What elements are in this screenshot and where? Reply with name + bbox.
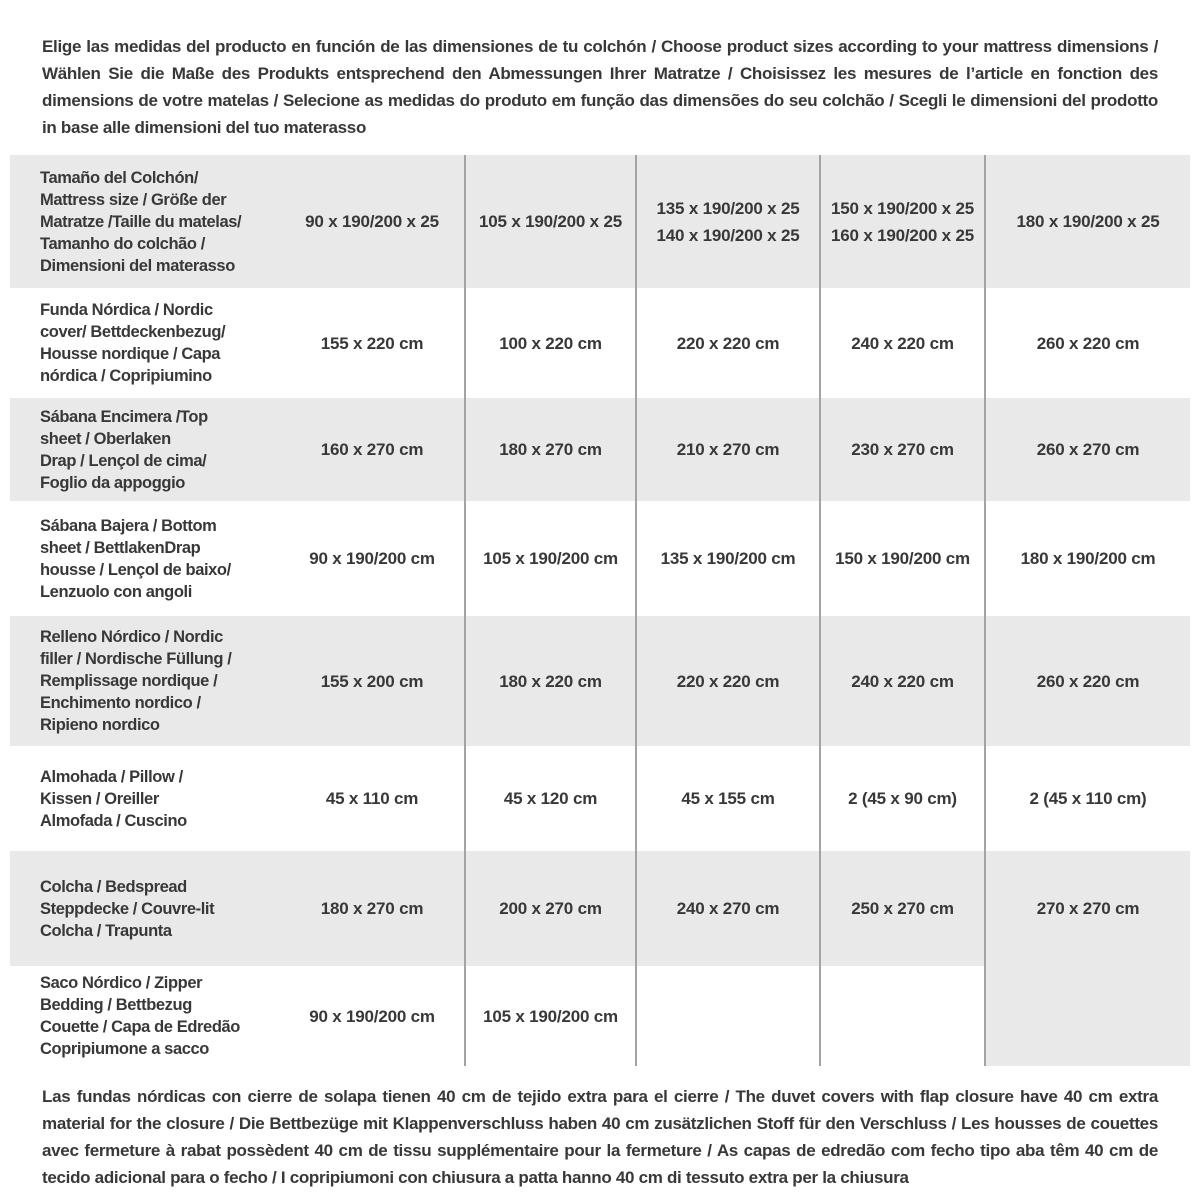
- row-label: Relleno Nórdico / Nordic filler / Nordische Füllung / Remplissage nordique / Enchimento nordico / Ripieno nordico: [40, 628, 232, 734]
- size-value-cell: 45 x 120 cm: [465, 746, 636, 851]
- table-row: [10, 746, 1190, 851]
- row-label: Almohada / Pillow / Kissen / Oreiller Almofada / Cuscino: [40, 767, 187, 830]
- size-value-cell: 180 x 220 cm: [465, 616, 636, 746]
- size-value-cell: 105 x 190/200 cm: [465, 501, 636, 616]
- table-row: [10, 155, 1190, 288]
- size-value-cell: 220 x 220 cm: [636, 616, 820, 746]
- size-value-cell: 260 x 220 cm: [985, 288, 1190, 398]
- intro-text: Elige las medidas del producto en función de las dimensiones de tu colchón / Choose product sizes according to your mattress dimensions / Wählen Sie die Maße des Produkts entsprechend den Abmessungen Ihrer Matratze / Choisissez les mesures de l’article en fonction des dimensions de votre matelas / Selecione as medidas do produto em função das dimensões do seu colchão / Scegli le dimensioni del prodotto in base alle dimensioni del tuo materasso: [42, 37, 1158, 137]
- size-value-cell: 150 x 190/200 x 25 160 x 190/200 x 25: [820, 155, 985, 288]
- table-row: [10, 398, 1190, 501]
- size-value-cell: 180 x 270 cm: [320, 899, 424, 918]
- footnote-text: Las fundas nórdicas con cierre de solapa tienen 40 cm de tejido extra para el cierre / The duvet covers with flap closure have 40 cm extra material for the closure / Die Bettbezüge mit Klappenverschluss haben 40 cm zusätzlichen Stoff für den Verschluss / Les housses de couettes avec fermeture à rabat possèdent 40 cm de tissu supplémentaire pour la fermeture / As capas de edredão com fecho tipo aba têm 40 cm de tecido adicional para o fecho / I copripiumoni con chiusura a patta hanno 40 cm di tessuto extra per la chiusura: [42, 1087, 1158, 1187]
- size-value-cell: 105 x 190/200 cm: [465, 966, 636, 1066]
- size-value-cell: 180 x 190/200 x 25: [985, 155, 1190, 288]
- size-value-cell: 260 x 220 cm: [985, 616, 1190, 746]
- size-value-cell: 230 x 270 cm: [820, 398, 985, 501]
- size-value-cell: 155 x 200 cm: [320, 671, 424, 691]
- size-value-cell: 100 x 220 cm: [465, 288, 636, 398]
- size-value-cell: 135 x 190/200 x 25 140 x 190/200 x 25: [636, 155, 820, 288]
- size-value-cell: 220 x 220 cm: [636, 288, 820, 398]
- size-value-cell: [985, 966, 1190, 1066]
- size-value-cell: 135 x 190/200 cm: [636, 501, 820, 616]
- row-label: Sábana Encimera /Top sheet / Oberlaken Drap / Lençol de cima/ Foglio da appoggio: [40, 407, 208, 492]
- size-value-cell: 180 x 190/200 cm: [985, 501, 1190, 616]
- size-value-cell: 150 x 190/200 cm: [820, 501, 985, 616]
- size-value-cell: 105 x 190/200 x 25: [465, 155, 636, 288]
- size-value-cell: 200 x 270 cm: [465, 851, 636, 966]
- size-value-cell: [636, 966, 820, 1066]
- table-row: [10, 288, 1190, 398]
- row-label: Tamaño del Colchón/ Mattress size / Größe der Matratze /Taille du matelas/ Tamanho do colchão / Dimensioni del materasso: [40, 168, 242, 275]
- size-value-cell: 270 x 270 cm: [985, 851, 1190, 966]
- table-row: [10, 966, 1190, 1066]
- size-value-cell: 180 x 270 cm: [465, 398, 636, 501]
- size-value-cell: 250 x 270 cm: [820, 851, 985, 966]
- size-table: [10, 155, 1190, 1066]
- table-row: [10, 851, 1190, 966]
- row-label: Saco Nórdico / Zipper Bedding / Bettbezug Couette / Capa de Edredão Copripiumone a sacco: [40, 974, 240, 1058]
- size-value-cell: 155 x 220 cm: [320, 333, 424, 353]
- size-value-cell: 240 x 220 cm: [820, 288, 985, 398]
- row-label: Colcha / Bedspread Steppdecke / Couvre-lit Colcha / Trapunta: [40, 877, 215, 940]
- size-value-cell: [820, 966, 985, 1066]
- size-value-cell: 2 (45 x 110 cm): [985, 746, 1190, 851]
- table-row: [10, 501, 1190, 616]
- size-value-cell: 260 x 270 cm: [985, 398, 1190, 501]
- size-value-cell: 90 x 190/200 x 25: [305, 212, 439, 231]
- size-value-cell: 210 x 270 cm: [636, 398, 820, 501]
- size-value-cell: 2 (45 x 90 cm): [820, 746, 985, 851]
- size-value-cell: 45 x 155 cm: [636, 746, 820, 851]
- size-value-cell: 240 x 220 cm: [820, 616, 985, 746]
- size-value-cell: 160 x 270 cm: [320, 440, 424, 459]
- size-value-cell: 90 x 190/200 cm: [309, 549, 435, 568]
- size-value-cell: 90 x 190/200 cm: [309, 1006, 435, 1026]
- size-value-cell: 45 x 110 cm: [325, 789, 419, 808]
- size-table-body: [10, 155, 1190, 1066]
- table-row: [10, 616, 1190, 746]
- row-label: Sábana Bajera / Bottom sheet / BettlakenDrap housse / Lençol de baixo/ Lenzuolo con angoli: [40, 516, 231, 601]
- row-label: Funda Nórdica / Nordic cover/ Bettdeckenbezug/ Housse nordique / Capa nórdica / Copripiumino: [40, 301, 226, 385]
- size-value-cell: 240 x 270 cm: [636, 851, 820, 966]
